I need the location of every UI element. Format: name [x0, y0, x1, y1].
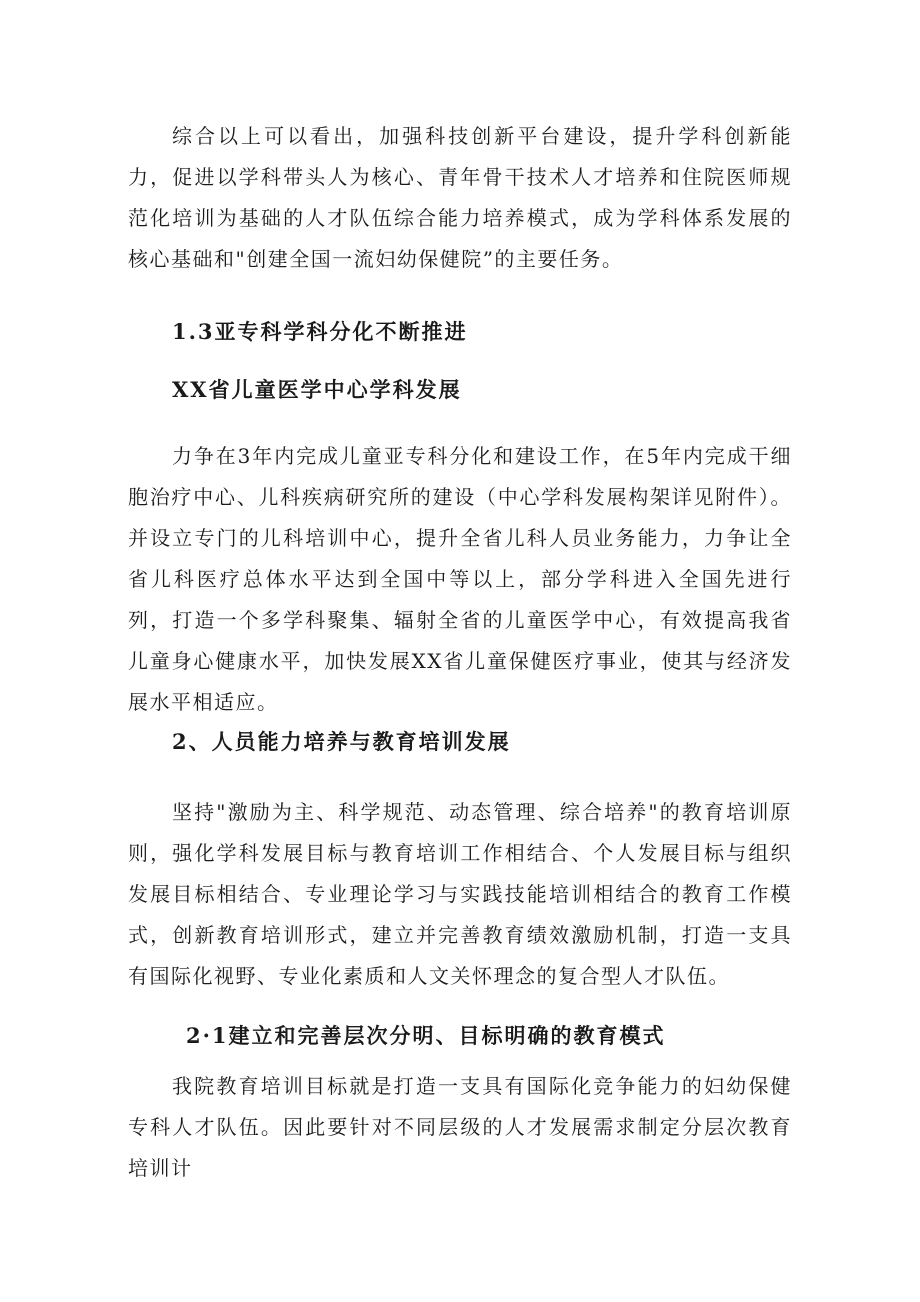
- heading-training-development: 2、人员能力培养与教育培训发展: [172, 729, 511, 754]
- paragraph-training-principles: 坚持"激励为主、科学规范、动态管理、综合培养"的教育培训原则，强化学科发展目标与教育培训工作相结合、个人发展目标与组织发展目标相结合、专业理论学习与实践技能培训相结合的教育工作模式，创新教育培训形式，建立并完善教育绩效激励机制，打造一支具有国际化视野、专业化素质和人文关怀理念的复合型人才队伍。: [128, 800, 792, 988]
- paragraph-children-center: 力争在3年内完成儿童亚专科分化和建设工作，在5年内完成干细胞治疗中心、儿科疾病研究所的建设（中心学科发展构架详见附件）。并设立专门的儿科培训中心，提升全省儿科人员业务能力，力争让全省儿科医疗总体水平达到全国中等以上，部分学科进入全国先进行列，打造一个多学科聚集、辐射全省的儿童医学中心，有效提高我省儿童身心健康水平，加快发展XX省儿童保健医疗事业，使其与经济发展水平相适应。: [128, 444, 792, 714]
- heading-children-center: XX省儿童医学中心学科发展: [172, 377, 462, 402]
- heading-education-model: 2·1建立和完善层次分明、目标明确的教育模式: [186, 1023, 666, 1048]
- paragraph-summary: 综合以上可以看出，加强科技创新平台建设，提升学科创新能力，促进以学科带头人为核心、青年骨干技术人才培养和住院医师规范化培训为基础的人才队伍综合能力培养模式，成为学科体系发展的核心基础和"创建全国一流妇幼保健院”的主要任务。: [128, 124, 792, 271]
- heading-subspecialty: 1.3亚专科学科分化不断推进: [172, 319, 468, 344]
- paragraph-training-goals: 我院教育培训目标就是打造一支具有国际化竞争能力的妇幼保健专科人才队伍。因此要针对不同层级的人才发展需求制定分层次教育培训计: [128, 1074, 792, 1180]
